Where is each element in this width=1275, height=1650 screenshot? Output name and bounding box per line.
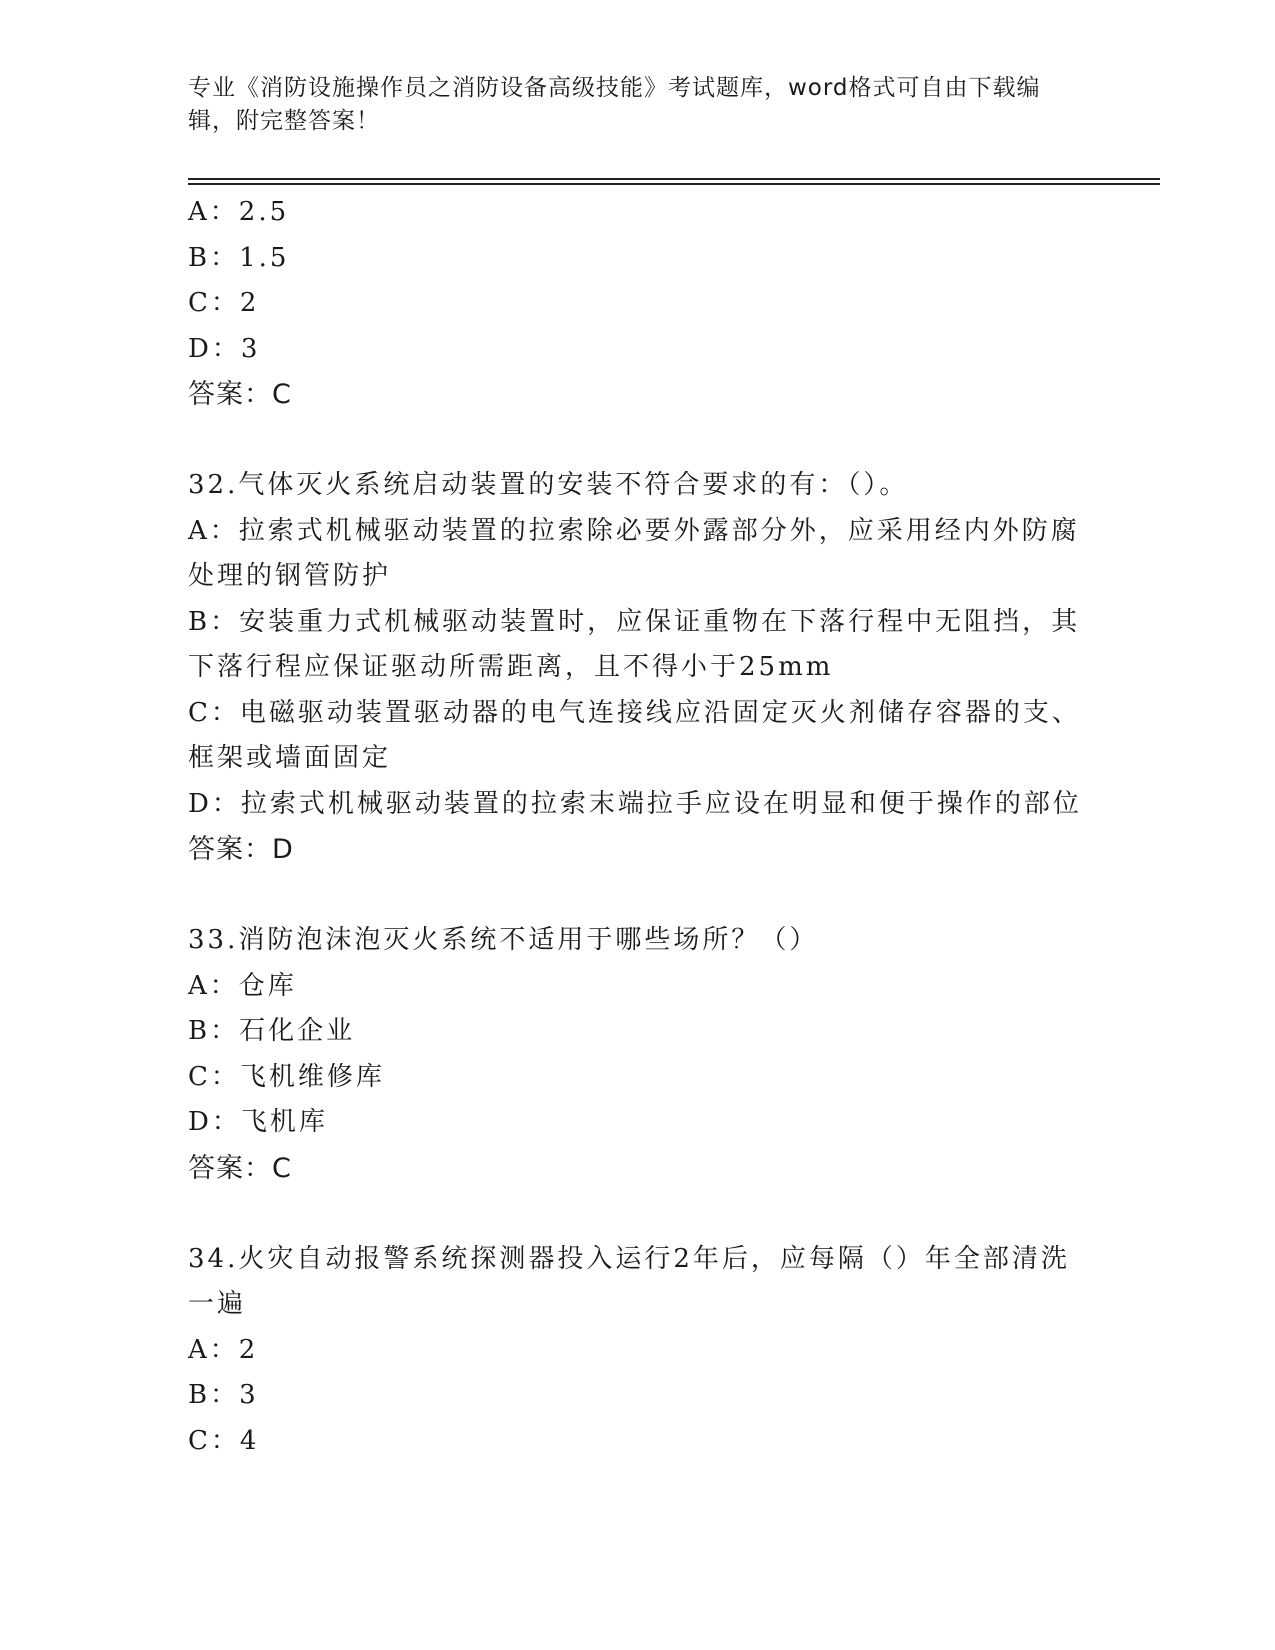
- question-content: [188, 190, 1088, 1464]
- question-32-block: [188, 463, 1088, 873]
- option-d: D：飞机库: [188, 1107, 328, 1137]
- option-a: A：2.5: [188, 197, 290, 227]
- question-stem: 34.火灾自动报警系统探测器投入运行2年后，应每隔（）年全部清洗一遍: [188, 1243, 1070, 1319]
- option-a: A：仓库: [188, 970, 297, 1001]
- header-divider-bottom: [188, 183, 1160, 185]
- option-c: C：4: [188, 1425, 260, 1456]
- answer-line: 答案：C: [188, 1152, 292, 1184]
- option-c: C：飞机维修库: [188, 1061, 385, 1092]
- option-b: B：1.5: [188, 242, 290, 273]
- option-c: C：2: [188, 288, 260, 318]
- question-stem: 33.消防泡沫泡灭火系统不适用于哪些场所？（）: [188, 925, 819, 955]
- option-b: B：3: [188, 1380, 259, 1410]
- option-a: A：2: [188, 1334, 259, 1365]
- option-d: D：3: [188, 333, 261, 364]
- option-c: C：电磁驱动装置驱动器的电气连接线应沿固定灭火剂储存容器的支、框架或墙面固定: [188, 697, 1081, 773]
- header-divider-top: [188, 178, 1160, 180]
- option-d: D：拉索式机械驱动装置的拉索末端拉手应设在明显和便于操作的部位: [188, 788, 1082, 819]
- question-stem: 32.气体灭火系统启动装置的安装不符合要求的有：（）。: [188, 470, 909, 500]
- prev-question-block: [188, 190, 1088, 418]
- question-34-block: [188, 1237, 1088, 1465]
- answer-line: 答案：C: [188, 379, 292, 410]
- option-b: B：石化企业: [188, 1016, 356, 1046]
- document-header: 专业《消防设施操作员之消防设备高级技能》考试题库，word格式可自由下载编辑，附完整答案！: [188, 75, 1041, 134]
- answer-line: 答案：D: [188, 834, 294, 865]
- option-b: B：安装重力式机械驱动装置时，应保证重物在下落行程中无阻挡，其下落行程应保证驱动所需距离，且不得小于25mm: [188, 606, 1081, 682]
- option-a: A：拉索式机械驱动装置的拉索除必要外露部分外，应采用经内外防腐处理的钢管防护: [188, 515, 1080, 591]
- question-33-block: [188, 918, 1088, 1191]
